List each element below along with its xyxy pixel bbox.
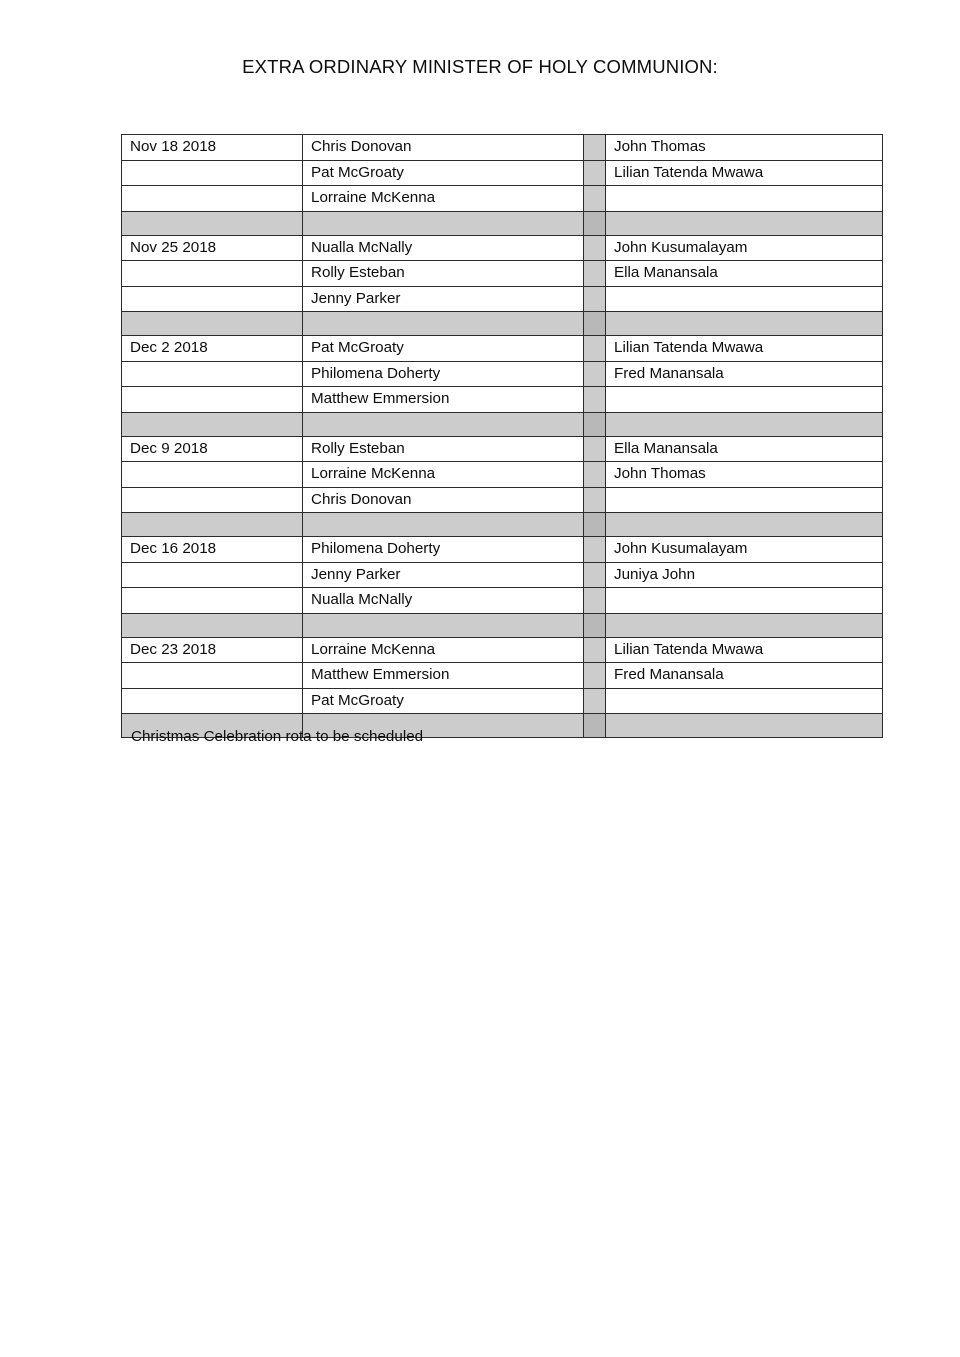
table-row <box>122 336 883 362</box>
cell-date: Nov 25 2018 <box>122 235 303 261</box>
cell-minister-left: Lorraine McKenna <box>303 637 584 663</box>
cell-minister-right: Fred Manansala <box>606 663 883 689</box>
table-spacer-row <box>122 613 883 637</box>
cell-minister-left <box>303 513 584 537</box>
cell-date <box>122 688 303 714</box>
cell-date <box>122 312 303 336</box>
cell-date <box>122 412 303 436</box>
table-row <box>122 663 883 689</box>
cell-minister-right <box>606 387 883 413</box>
table-row <box>122 688 883 714</box>
cell-gap-spacer <box>584 387 606 413</box>
cell-minister-right <box>606 688 883 714</box>
cell-gap-spacer <box>584 663 606 689</box>
cell-gap-spacer <box>584 637 606 663</box>
cell-minister-right: John Thomas <box>606 462 883 488</box>
cell-minister-left: Matthew Emmersion <box>303 663 584 689</box>
cell-minister-right <box>606 513 883 537</box>
cell-date: Nov 18 2018 <box>122 135 303 161</box>
cell-minister-right: John Kusumalayam <box>606 537 883 563</box>
cell-gap-spacer <box>584 562 606 588</box>
cell-minister-right: Ella Manansala <box>606 436 883 462</box>
cell-date: Dec 23 2018 <box>122 637 303 663</box>
cell-minister-right <box>606 487 883 513</box>
table-row <box>122 462 883 488</box>
table-spacer-row <box>122 312 883 336</box>
cell-minister-left: Lorraine McKenna <box>303 462 584 488</box>
cell-date <box>122 613 303 637</box>
cell-minister-right <box>606 412 883 436</box>
cell-minister-right: Juniya John <box>606 562 883 588</box>
cell-gap-spacer <box>584 361 606 387</box>
cell-gap-spacer <box>584 186 606 212</box>
rota-table-container <box>121 134 882 738</box>
footer-note: Christmas Celebration rota to be scheduled <box>131 728 424 745</box>
cell-gap-spacer <box>584 588 606 614</box>
cell-minister-left: Jenny Parker <box>303 286 584 312</box>
cell-minister-left: Lorraine McKenna <box>303 186 584 212</box>
cell-gap-spacer <box>584 336 606 362</box>
cell-minister-left: Matthew Emmersion <box>303 387 584 413</box>
cell-gap-spacer <box>584 235 606 261</box>
cell-minister-right: Fred Manansala <box>606 361 883 387</box>
table-row <box>122 487 883 513</box>
cell-date <box>122 286 303 312</box>
cell-gap-spacer <box>584 487 606 513</box>
table-row <box>122 537 883 563</box>
cell-gap-spacer <box>584 613 606 637</box>
cell-date <box>122 562 303 588</box>
cell-minister-left: Pat McGroaty <box>303 336 584 362</box>
cell-minister-right <box>606 186 883 212</box>
cell-date <box>122 462 303 488</box>
cell-gap-spacer <box>584 312 606 336</box>
cell-minister-left: Nualla McNally <box>303 588 584 614</box>
cell-gap-spacer <box>584 714 606 738</box>
table-row <box>122 135 883 161</box>
cell-minister-left: Chris Donovan <box>303 135 584 161</box>
cell-gap-spacer <box>584 537 606 563</box>
cell-date: Dec 16 2018 <box>122 537 303 563</box>
cell-date <box>122 487 303 513</box>
cell-minister-left <box>303 613 584 637</box>
cell-minister-left: Rolly Esteban <box>303 436 584 462</box>
cell-date <box>122 261 303 287</box>
cell-date: Dec 2 2018 <box>122 336 303 362</box>
cell-gap-spacer <box>584 412 606 436</box>
cell-gap-spacer <box>584 462 606 488</box>
cell-minister-left: Pat McGroaty <box>303 688 584 714</box>
cell-minister-left: Chris Donovan <box>303 487 584 513</box>
cell-date: Dec 9 2018 <box>122 436 303 462</box>
cell-date <box>122 361 303 387</box>
cell-minister-right <box>606 588 883 614</box>
cell-minister-right <box>606 714 883 738</box>
cell-minister-left <box>303 312 584 336</box>
table-row <box>122 286 883 312</box>
table-row <box>122 637 883 663</box>
table-row <box>122 387 883 413</box>
table-row <box>122 235 883 261</box>
cell-gap-spacer <box>584 160 606 186</box>
table-row <box>122 562 883 588</box>
cell-date <box>122 211 303 235</box>
cell-minister-right: Lilian Tatenda Mwawa <box>606 160 883 186</box>
cell-gap-spacer <box>584 436 606 462</box>
cell-date <box>122 663 303 689</box>
rota-table-body <box>122 135 883 738</box>
cell-minister-right: Lilian Tatenda Mwawa <box>606 336 883 362</box>
cell-date <box>122 186 303 212</box>
cell-minister-left: Rolly Esteban <box>303 261 584 287</box>
cell-gap-spacer <box>584 261 606 287</box>
cell-gap-spacer <box>584 688 606 714</box>
cell-date <box>122 513 303 537</box>
rota-table <box>121 134 883 738</box>
cell-minister-left: Philomena Doherty <box>303 361 584 387</box>
cell-gap-spacer <box>584 211 606 235</box>
cell-minister-right: John Kusumalayam <box>606 235 883 261</box>
table-row <box>122 588 883 614</box>
cell-gap-spacer <box>584 286 606 312</box>
table-spacer-row <box>122 211 883 235</box>
cell-minister-left: Philomena Doherty <box>303 537 584 563</box>
table-spacer-row <box>122 513 883 537</box>
cell-minister-right: Ella Manansala <box>606 261 883 287</box>
cell-minister-right: John Thomas <box>606 135 883 161</box>
cell-date <box>122 588 303 614</box>
table-row <box>122 436 883 462</box>
cell-minister-right: Lilian Tatenda Mwawa <box>606 637 883 663</box>
cell-minister-left: Pat McGroaty <box>303 160 584 186</box>
page-title: EXTRA ORDINARY MINISTER OF HOLY COMMUNION: <box>242 56 718 77</box>
cell-minister-left <box>303 412 584 436</box>
cell-date <box>122 160 303 186</box>
table-spacer-row <box>122 412 883 436</box>
cell-minister-left: Nualla McNally <box>303 235 584 261</box>
table-row <box>122 361 883 387</box>
cell-minister-right <box>606 211 883 235</box>
cell-minister-right <box>606 312 883 336</box>
cell-minister-right <box>606 286 883 312</box>
table-row <box>122 261 883 287</box>
cell-date <box>122 387 303 413</box>
cell-minister-left: Jenny Parker <box>303 562 584 588</box>
cell-gap-spacer <box>584 513 606 537</box>
cell-gap-spacer <box>584 135 606 161</box>
table-row <box>122 186 883 212</box>
cell-minister-right <box>606 613 883 637</box>
table-row <box>122 160 883 186</box>
cell-minister-left <box>303 211 584 235</box>
